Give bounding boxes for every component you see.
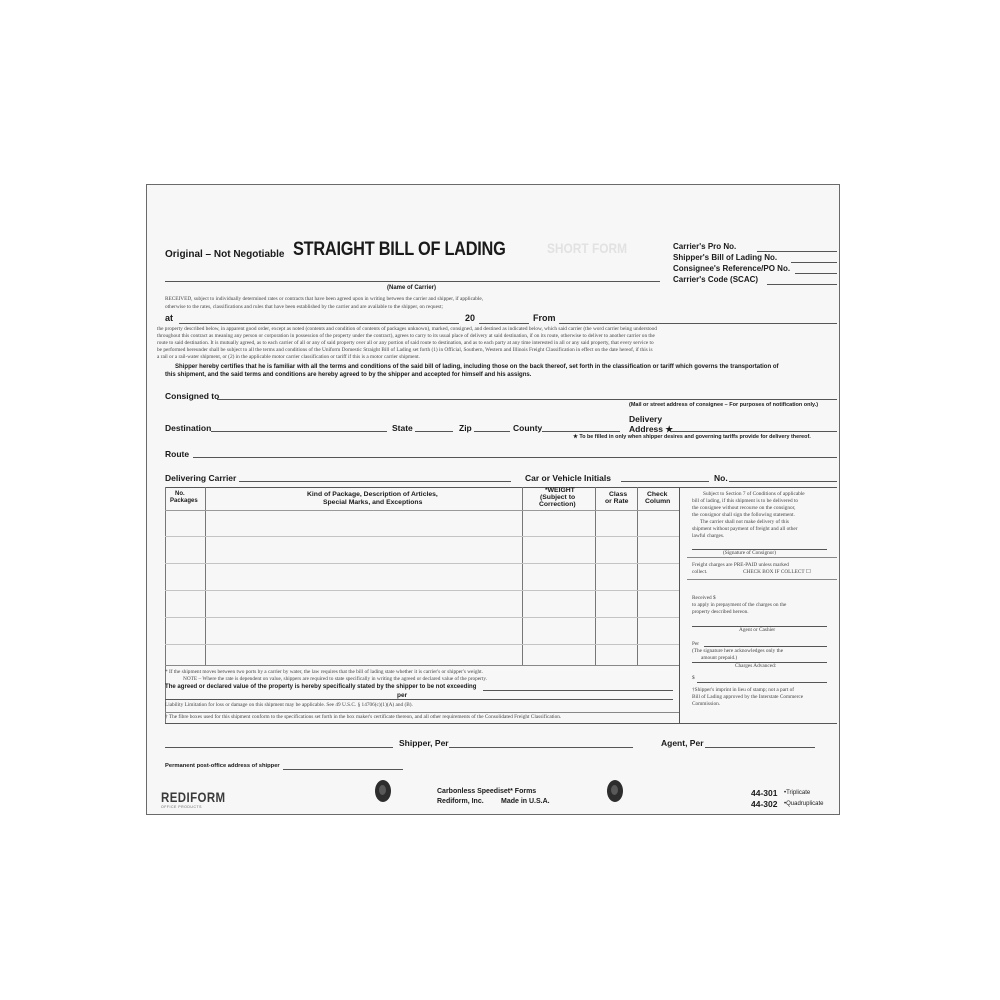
side-text-2: bill of lading, if this shipment is to be delivered to bbox=[692, 498, 799, 504]
form-code-triplicate: 44-301 bbox=[751, 788, 778, 798]
form-code-quadruplicate: 44-302 bbox=[751, 799, 778, 809]
year-prefix-label: 20 bbox=[465, 313, 476, 323]
date-field[interactable] bbox=[479, 323, 529, 324]
terms-line-1: the property described below, in apparent good order, except as noted (contents and condition of contents of packages unknown), marked, consigned, and destined as indicated below, which said carrier (the word carrier being understood bbox=[157, 326, 657, 332]
county-label: County bbox=[513, 423, 543, 433]
form-code-quadruplicate-label: •Quadruplicate bbox=[784, 801, 824, 807]
imprint-text-2: Bill of Lading approved by the Interstate Commerce bbox=[692, 694, 804, 700]
permanent-address-field[interactable] bbox=[283, 769, 403, 770]
side-text-3: the consignee without recourse on the consignor, bbox=[692, 505, 796, 511]
col-weight-header-3: Correction) bbox=[539, 501, 576, 508]
destination-label: Destination bbox=[165, 423, 212, 433]
fibre-box-note: † The fibre boxes used for this shipment conform to the specifications set forth in the box maker's certificate thereon, and all other requirements of the Consolidated Freight Classification. bbox=[165, 714, 562, 720]
terms-line-4: be performed hereunder shall be subject to all the terms and conditions of the Uniform Domestic Straight Bill of Lading set forth (1) in Official, Southern, Western and Illinois Freight Classification in effect on the date hereof, if this is bbox=[157, 347, 653, 353]
terms-line-5: a rail or a rail-water shipment, or (2) in the applicable motor carrier classification or tariff if this is a motor carrier shipment. bbox=[157, 354, 420, 360]
from-field[interactable] bbox=[559, 323, 837, 324]
table-divider-description bbox=[522, 487, 523, 665]
mail-address-note: (Mail or street address of consignee – For purposes of notification only.) bbox=[629, 402, 819, 408]
delivery-label: Delivery bbox=[629, 414, 663, 424]
freight-prepaid-text: Freight charges are PRE-PAID unless marked bbox=[692, 562, 789, 568]
delivery-address-label: Address ★ bbox=[629, 424, 673, 434]
table-bottom-border bbox=[165, 665, 679, 666]
carriers-pro-field[interactable] bbox=[757, 251, 837, 252]
acknowledge-text-2: amount prepaid.) bbox=[701, 655, 738, 661]
made-in-usa-label: Made in U.S.A. bbox=[501, 798, 550, 805]
received-text-line-1: RECEIVED, subject to individually determined rates or contracts that have been agreed upon in writing between the carrier and shipper, if applicable, bbox=[165, 296, 484, 302]
table-top-border bbox=[165, 487, 837, 488]
side-text-4: the consignor shall sign the following statement. bbox=[692, 512, 795, 518]
from-label: From bbox=[533, 313, 556, 323]
consignor-signature-caption: (Signature of Consignor) bbox=[723, 550, 776, 556]
table-outer-bottom bbox=[165, 723, 837, 724]
vehicle-no-field[interactable] bbox=[729, 481, 837, 482]
at-label: at bbox=[165, 313, 174, 323]
carrier-name-field[interactable] bbox=[165, 281, 660, 282]
county-field[interactable] bbox=[542, 431, 620, 432]
agent-cashier-caption: Agent or Cashier bbox=[739, 627, 776, 633]
certification-line-1: Shipper hereby certifies that he is familiar with all the terms and conditions of the said bill of lading, including those on the back thereof, set forth in the classification or tariff which governs the transportation of bbox=[175, 363, 779, 370]
terms-line-3: route to said destination. It is mutually agreed, as to each carrier of all or any of said property over all or any portion of said route to destination, and as to each party at any time interested in all or any said property, that every service to bbox=[157, 340, 654, 346]
table-divider-class bbox=[637, 487, 638, 665]
delivery-star-note: ★ To be filled in only when shipper desires and governing tariffs provide for delivery thereof. bbox=[573, 434, 811, 440]
declared-value-statement: The agreed or declared value of the property is hereby specifically stated by the shipper to be not exceeding bbox=[165, 683, 477, 690]
shippers-bol-field[interactable] bbox=[791, 262, 837, 263]
consigned-to-field[interactable] bbox=[217, 399, 837, 400]
carriers-code-field[interactable] bbox=[767, 284, 837, 285]
col-weight-header-1: *WEIGHT bbox=[545, 487, 575, 494]
delivery-address-field[interactable] bbox=[671, 431, 837, 432]
table-row[interactable] bbox=[165, 590, 679, 591]
table-row[interactable] bbox=[165, 644, 679, 645]
per-unit-label: per bbox=[397, 692, 408, 699]
shipper-signature-field[interactable] bbox=[165, 747, 393, 748]
agent-per-field[interactable] bbox=[705, 747, 815, 748]
zip-label: Zip bbox=[459, 423, 472, 433]
table-row[interactable] bbox=[165, 617, 679, 618]
table-divider-packages bbox=[205, 487, 206, 665]
certification-line-2: this shipment, and the said terms and conditions are hereby agreed to by the shipper and accepted for himself and his assigns. bbox=[165, 371, 532, 378]
form-code-triplicate-label: •Triplicate bbox=[784, 790, 811, 796]
table-row[interactable] bbox=[165, 536, 679, 537]
acknowledge-text-1: (The signature here acknowledges only the bbox=[692, 648, 784, 654]
notes-divider bbox=[165, 712, 679, 713]
table-divider-weight bbox=[595, 487, 596, 665]
note-weight: * If the shipment moves between two ports by a carrier by water, the law requires that the bill of lading state whether it is carrier's or shipper's weight. bbox=[165, 669, 483, 675]
charges-advanced-dollar: $ bbox=[692, 675, 695, 681]
rediform-logo-tagline: OFFICE PRODUCTS bbox=[161, 805, 202, 809]
car-vehicle-initials-field[interactable] bbox=[621, 481, 709, 482]
delivering-carrier-label: Delivering Carrier bbox=[165, 473, 237, 483]
liability-limitation-note: Liability Limitation for loss or damage on this shipment may be applicable. See 49 U.S.C. § 14706(c)(1)(A) and (B). bbox=[165, 702, 413, 708]
declared-value-field[interactable] bbox=[483, 690, 673, 691]
carbonless-label: Carbonless Speediset* Forms bbox=[437, 788, 537, 795]
charges-advanced-label: Charges Advanced: bbox=[735, 663, 777, 669]
side-text-6: shipment without payment of freight and all other bbox=[692, 526, 798, 532]
freight-collect-text: collect. bbox=[692, 569, 708, 575]
carriers-pro-label: Carrier's Pro No. bbox=[673, 242, 737, 251]
col-description-header-2: Special Marks, and Exceptions bbox=[323, 499, 423, 506]
charges-advanced-field[interactable] bbox=[697, 682, 827, 683]
shipper-per-label: Shipper, Per bbox=[399, 738, 449, 748]
state-field[interactable] bbox=[415, 431, 453, 432]
collect-checkbox-label[interactable]: CHECK BOX IF COLLECT ☐ bbox=[743, 569, 811, 575]
per-field[interactable] bbox=[704, 646, 827, 647]
per-label: Per bbox=[692, 641, 700, 647]
side-divider bbox=[687, 557, 837, 558]
faint-background-mark: SHORT FORM bbox=[547, 240, 627, 256]
side-text-1: Subject to Section 7 of Conditions of applicable bbox=[703, 491, 805, 497]
shippers-bol-label: Shipper's Bill of Lading No. bbox=[673, 253, 778, 262]
original-not-negotiable-label: Original – Not Negotiable bbox=[165, 249, 285, 260]
col-weight-header-2: (Subject to bbox=[540, 494, 576, 501]
received-text-line-2: otherwise to the rates, classifications and rules that have been established by the carrier and are available to the shipper, on request; bbox=[165, 304, 443, 310]
received-property-text: property described hereon. bbox=[692, 609, 749, 615]
side-text-5: The carrier shall not make delivery of this bbox=[700, 519, 789, 525]
per-unit-field[interactable] bbox=[165, 699, 673, 700]
route-label: Route bbox=[165, 449, 190, 459]
table-header-bottom bbox=[165, 510, 679, 511]
col-class-header-1: Class bbox=[609, 491, 628, 498]
note-value: NOTE – Where the rate is dependent on value, shippers are required to state specifically in writing the agreed or declared value of the property. bbox=[183, 676, 488, 682]
consignee-reference-label: Consignee's Reference/PO No. bbox=[673, 264, 791, 273]
delivering-carrier-field[interactable] bbox=[239, 481, 511, 482]
side-divider bbox=[687, 579, 837, 580]
side-text-7: lawful charges. bbox=[692, 533, 725, 539]
table-divider-check bbox=[679, 487, 680, 723]
name-of-carrier-caption: (Name of Carrier) bbox=[387, 285, 437, 291]
agent-per-label: Agent, Per bbox=[661, 738, 704, 748]
imprint-text-3: Commission. bbox=[692, 701, 721, 707]
destination-field[interactable] bbox=[211, 431, 387, 432]
binding-hole-right bbox=[607, 780, 623, 802]
form-title: STRAIGHT BILL OF LADING bbox=[293, 239, 506, 260]
col-class-header-2: or Rate bbox=[605, 498, 629, 505]
consigned-to-label: Consigned to bbox=[165, 391, 220, 401]
vehicle-no-label: No. bbox=[714, 473, 728, 483]
col-description-header-1: Kind of Package, Description of Articles, bbox=[307, 491, 438, 498]
received-prepayment-text: to apply in prepayment of the charges on the bbox=[692, 602, 787, 608]
car-vehicle-initials-label: Car or Vehicle Initials bbox=[525, 473, 611, 483]
bill-of-lading-form bbox=[146, 184, 840, 815]
carriers-code-label: Carrier's Code (SCAC) bbox=[673, 275, 759, 284]
received-amount-label: Received $ bbox=[692, 595, 716, 601]
shipper-per-field[interactable] bbox=[449, 747, 633, 748]
col-no-packages-header-2: Packages bbox=[170, 498, 198, 504]
rediform-inc-label: Rediform, Inc. bbox=[437, 798, 484, 805]
terms-line-2: throughout this contract as meaning any person or corporation in possession of the property under the contract), agrees to carry to its usual place of delivery at said destination, if on its route, otherwise to deliver to another carrier on the bbox=[157, 333, 655, 339]
imprint-text-1: †Shipper's imprint in lieu of stamp; not a part of bbox=[692, 687, 795, 693]
col-no-packages-header-1: No. bbox=[175, 491, 185, 497]
col-check-header-1: Check bbox=[647, 491, 668, 498]
col-check-header-2: Column bbox=[645, 498, 671, 505]
permanent-address-label: Permanent post-office address of shipper bbox=[165, 763, 280, 769]
at-location-field[interactable] bbox=[179, 323, 459, 324]
table-row[interactable] bbox=[165, 563, 679, 564]
zip-field[interactable] bbox=[474, 431, 510, 432]
state-label: State bbox=[392, 423, 413, 433]
binding-hole-left bbox=[375, 780, 391, 802]
route-field[interactable] bbox=[193, 457, 837, 458]
rediform-logo: REDIFORM bbox=[161, 789, 226, 805]
consignee-reference-field[interactable] bbox=[795, 273, 837, 274]
